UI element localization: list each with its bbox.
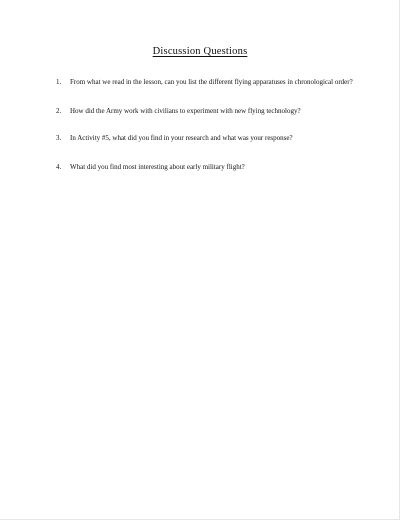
question-number: 3. [56, 134, 62, 142]
question-item-1 [56, 78, 356, 87]
question-text: What did you find most interesting about early military flight? [70, 163, 245, 171]
question-number: 2. [56, 107, 62, 115]
question-number: 1. [56, 78, 62, 86]
question-list [56, 78, 356, 192]
question-item-4 [56, 163, 356, 172]
question-number: 4. [56, 163, 62, 171]
page-title-text: Discussion Questions [152, 46, 248, 57]
question-text: How did the Army work with civilians to experiment with new flying technology? [70, 107, 301, 115]
question-text: In Activity #5, what did you find in your research and what was your response? [70, 134, 293, 142]
page-title [0, 46, 400, 57]
question-text: From what we read in the lesson, can you list the different flying apparatuses in chronological order? [70, 78, 353, 86]
question-item-2 [56, 107, 356, 116]
question-item-3 [56, 134, 356, 143]
